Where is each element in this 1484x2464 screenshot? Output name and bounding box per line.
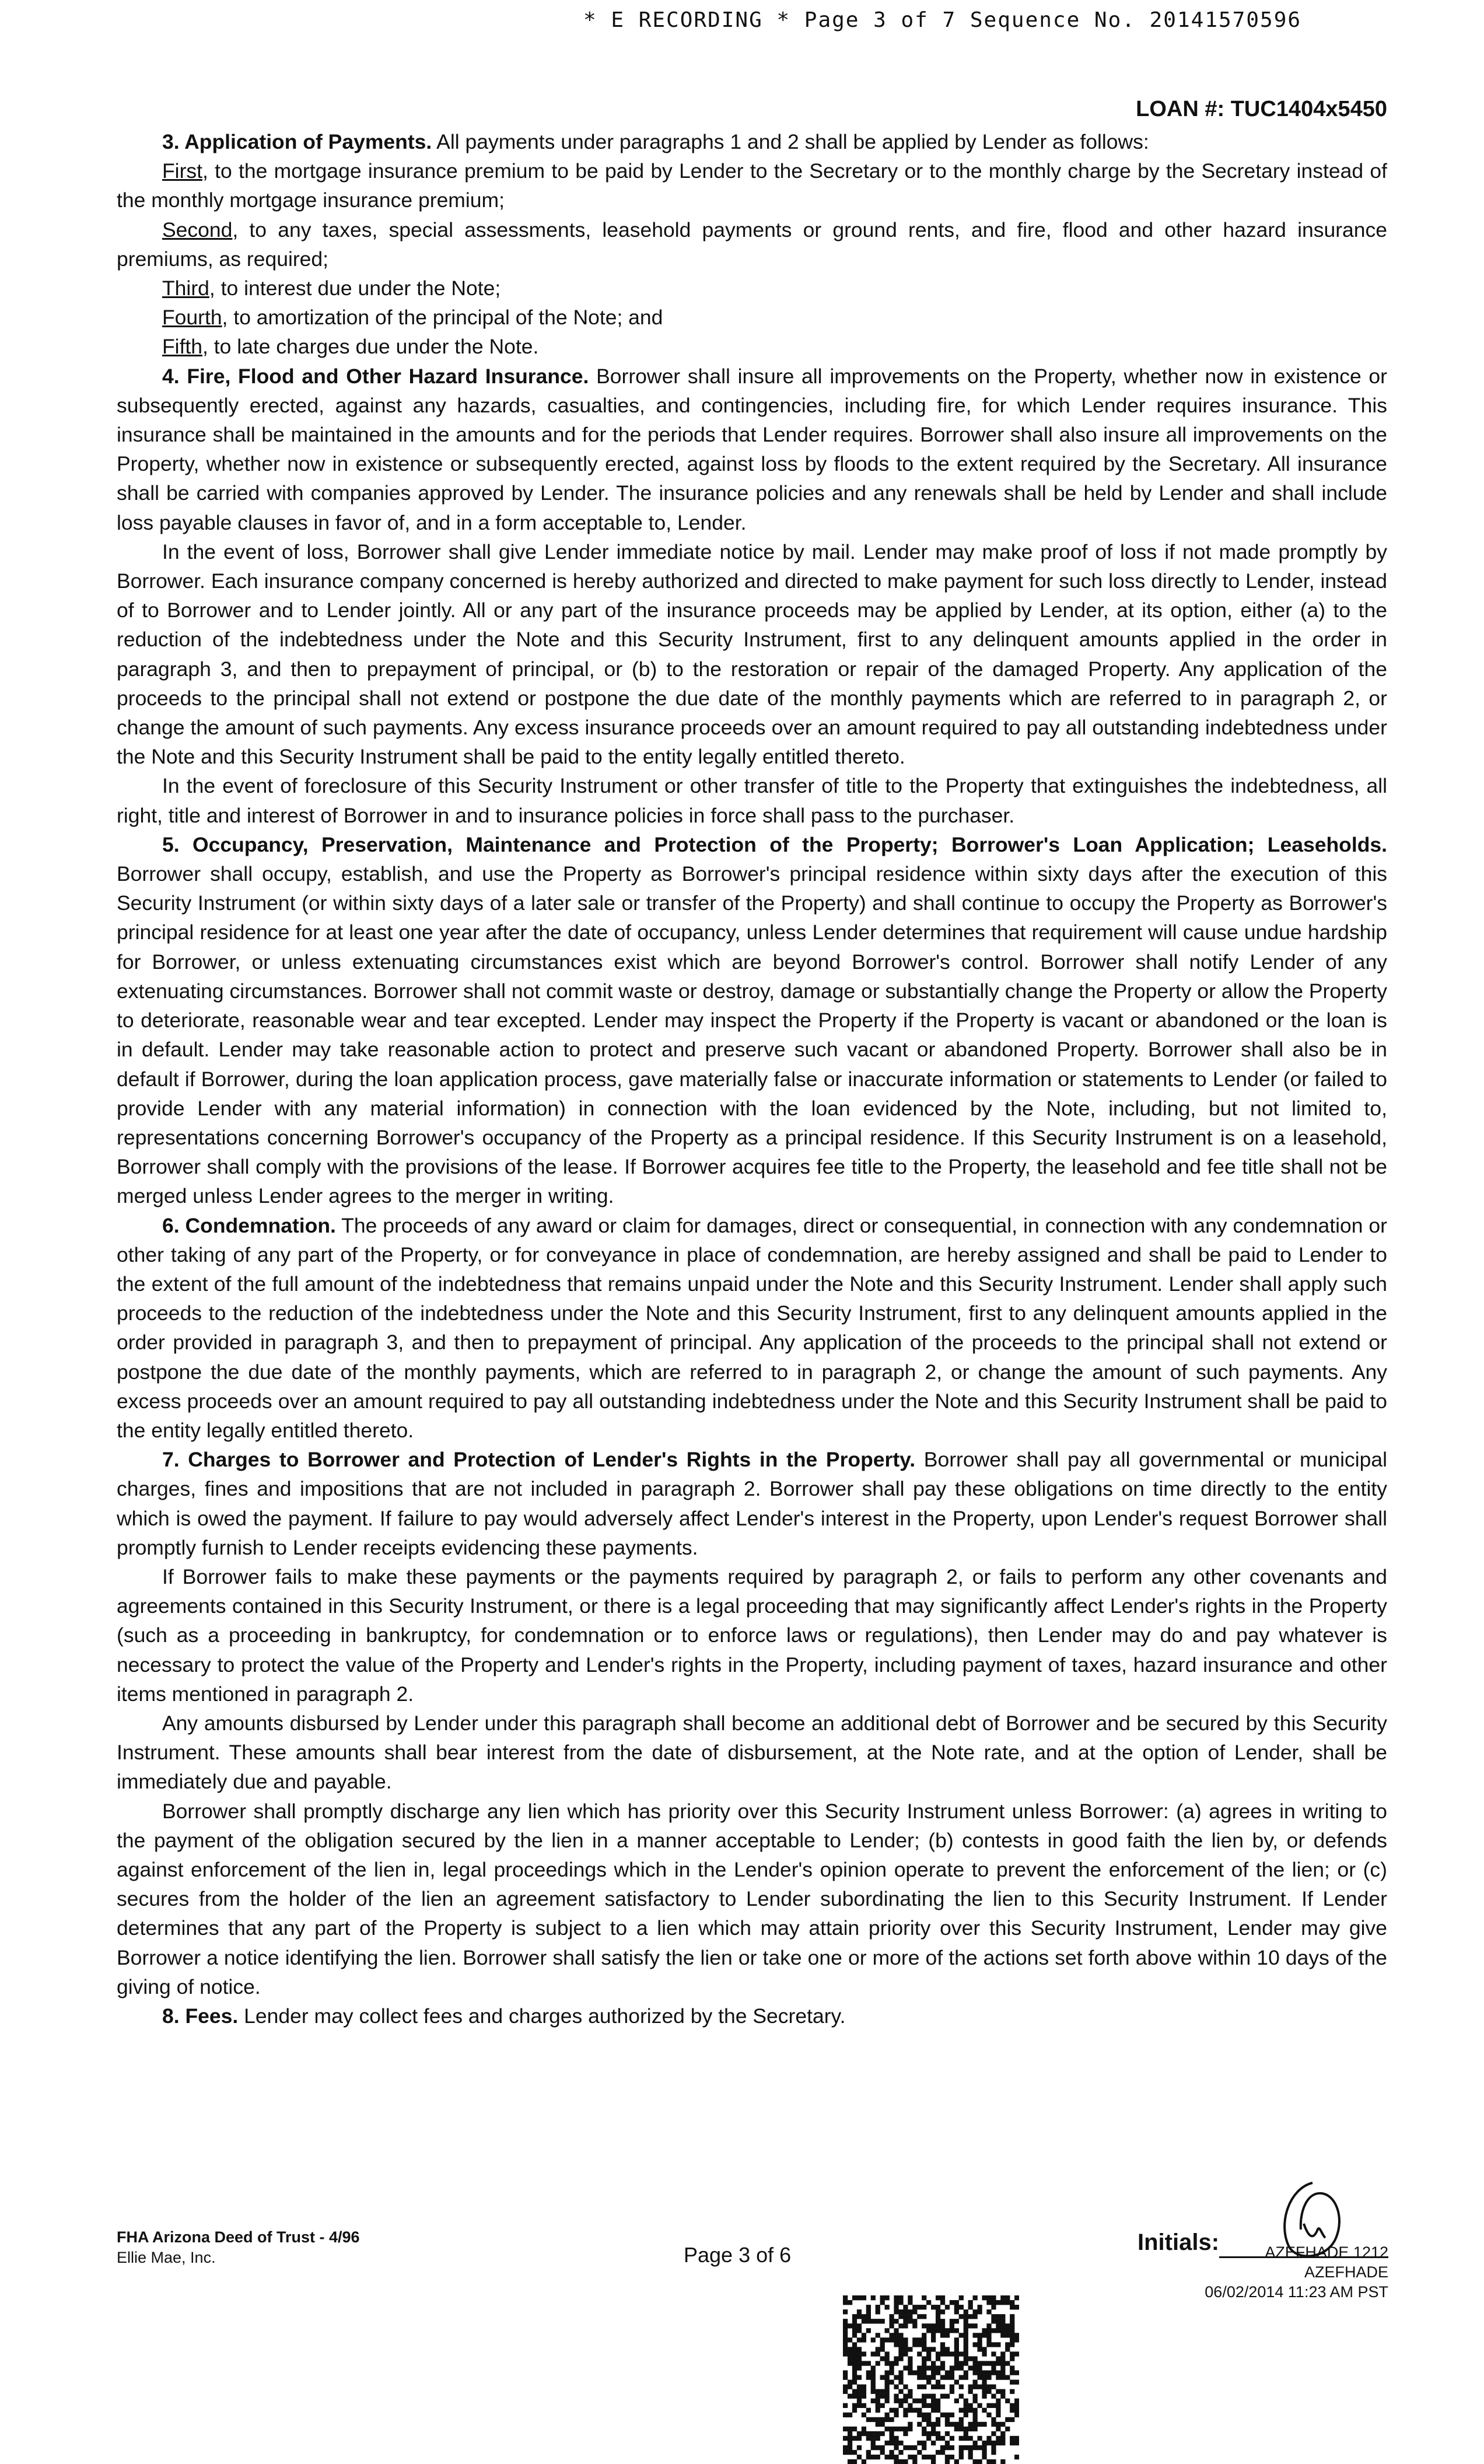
item-text-second: , to any taxes, special assessments, leasehold payments or ground rents, and fire, flood and other hazard insurance premiums, as required; [117,218,1387,271]
item-text-first: , to the mortgage insurance premium to be paid by Lender to the Secretary or to the monthly charge by the Secretary instead of the monthly mortgage insurance premium; [117,159,1387,212]
section-4-paragraph-3: In the event of foreclosure of this Security Instrument or other transfer of title to the Property that extinguishes the indebtedness, all right, title and interest of Borrower in and to insurance policies in force shall pass to the purchaser. [117,774,1387,827]
form-footer [117,2227,360,2268]
section-4-paragraph-1 [117,362,1387,537]
section-3-item-first [117,156,1387,215]
section-3-item-third [117,274,1387,303]
section-3-item-second [117,215,1387,274]
section-3-item-fourth [117,303,1387,332]
stamp-code: AZEFHADE 1212 [1265,2244,1388,2261]
section-8-title: 8. Fees. [162,2004,239,2028]
loan-number: LOAN #: TUC1404x5450 [1136,97,1387,121]
section-7-title: 7. Charges to Borrower and Protection of Lender's Rights in the Property. [162,1448,916,1472]
item-label-first: First [162,159,203,183]
item-label-fifth: Fifth [162,335,203,359]
section-8-paragraph-1 [117,2001,1387,2031]
item-label-fourth: Fourth [162,306,222,330]
recording-header: * E RECORDING * Page 3 of 7 Sequence No. 20141570596 [583,8,1302,32]
document-stamp [1205,2242,1388,2302]
vendor-name: Ellie Mae, Inc. [117,2249,216,2266]
barcode-2d [843,2295,1019,2464]
section-5-title: 5. Occupancy, Preservation, Maintenance and Protection of the Property; Borrower's Loan Application; Leaseholds. [162,832,1387,856]
section-3-item-fifth [117,332,1387,361]
section-8-text-1: Lender may collect fees and charges authorized by the Secretary. [238,2004,846,2028]
item-text-fourth: , to amortization of the principal of the Note; and [222,306,663,330]
section-6-title: 6. Condemnation. [162,1213,336,1237]
section-5-text-1: Borrower shall occupy, establish, and use the Property as Borrower's principal residence within sixty days after the execution of this Security Instrument (or within sixty days of a later sale or transfer of the Property) and shall continue to occupy the Property as Borrower's principal residence for at least one year after the date of occupancy, unless Lender determines that requirement will cause undue hardship for Borrower, or unless extenuating circumstances exist which are beyond Borrower's control. Borrower shall notify Lender of any extenuating circumstances. Borrower shall not commit waste or destroy, damage or substantially change the Property or allow the Property to deteriorate, reasonable wear and tear excepted. Lender may inspect the Property if the Property is vacant or abandoned or the loan is in default. Lender may take reasonable action to protect and preserve such vacant or abandoned Property. Borrower shall also be in default if Borrower, during the loan application process, gave materially false or inaccurate information or statements to Lender (or failed to provide Lender with any material information) in connection with the loan evidenced by the Note, including, but not limited to, representations concerning Borrower's occupancy of the Property as a principal residence. If this Security Instrument is on a leasehold, Borrower shall comply with the provisions of the lease. If Borrower acquires fee title to the Property, the leasehold and fee title shall not be merged unless Lender agrees to the merger in writing. [117,862,1387,1208]
item-label-second: Second [162,218,233,242]
item-text-third: , to interest due under the Note; [209,276,501,300]
section-7-paragraph-3: Any amounts disbursed by Lender under this paragraph shall become an additional debt of Borrower and be secured by this Security Instrument. These amounts shall bear interest from the date of disbursement, at the Note rate, and at the option of Lender, shall be immediately due and payable. [117,1711,1387,1794]
section-4-title: 4. Fire, Flood and Other Hazard Insurance. [162,364,589,388]
initials-block [1138,2177,1388,2323]
section-3-intro [117,127,1387,156]
form-title: FHA Arizona Deed of Trust - 4/96 [117,2228,360,2246]
section-4-paragraph-2: In the event of loss, Borrower shall give Lender immediate notice by mail. Lender may make proof of loss if not made promptly by Borrower. Each insurance company concerned is hereby authorized and directed to make payment for such loss directly to Lender, instead of to Borrower and to Lender jointly. All or any part of the insurance proceeds may be applied by Lender, at its option, either (a) to the reduction of the indebtedness under the Note and this Security Instrument, first to any delinquent amounts applied in the order in paragraph 3, and then to prepayment of principal, or (b) to the restoration or repair of the damaged Property. Any application of the proceeds to the principal shall not extend or postpone the due date of the monthly payments which are referred to in paragraph 2, or change the amount of such payments. Any excess insurance proceeds over an amount required to pay all outstanding indebtedness under the Note and this Security Instrument shall be paid to the entity legally entitled thereto. [117,540,1387,769]
stamp-timestamp: 06/02/2014 11:23 AM PST [1205,2283,1388,2301]
item-label-third: Third [162,276,209,300]
page-number: Page 3 of 6 [684,2243,792,2267]
section-4-text-1: Borrower shall insure all improvements on the Property, whether now in existence or subsequently erected, against any hazards, casualties, and contingencies, including fire, for which Lender requires insurance. This insurance shall be maintained in the amounts and for the periods that Lender requires. Borrower shall also insure all improvements on the Property, whether now in existence or subsequently erected, against loss by floods to the extent required by the Secretary. All insurance shall be carried with companies approved by Lender. The insurance policies and any renewals shall be held by Lender and shall include loss payable clauses in favor of, and in a form acceptable to, Lender. [117,364,1388,534]
section-7-paragraph-4: Borrower shall promptly discharge any lien which has priority over this Security Instrument unless Borrower: (a) agrees in writing to the payment of the obligation secured by the lien in a manner acceptable to Lender; (b) contests in good faith the lien by, or defends against enforcement of the lien in, legal proceedings which in the Lender's opinion operate to prevent the enforcement of the lien; or (c) secures from the holder of the lien an agreement satisfactory to Lender subordinating the lien to this Security Instrument. If Lender determines that any part of the Property is subject to a lien which may attain priority over this Security Instrument, Lender may give Borrower a notice identifying the lien. Borrower shall satisfy the lien or take one or more of the actions set forth above within 10 days of the giving of notice. [117,1799,1387,1999]
section-7-paragraph-2: If Borrower fails to make these payments or the payments required by paragraph 2, or fails to perform any other covenants and agreements contained in this Security Instrument, or there is a legal proceeding that may significantly affect Lender's rights in the Property (such as a proceeding in bankruptcy, for condemnation or to enforce laws or regulations), then Lender may do and pay whatever is necessary to protect the value of the Property and Lender's rights in the Property, including payment of taxes, hazard insurance and other items mentioned in paragraph 2. [117,1564,1387,1706]
section-3-text: All payments under paragraphs 1 and 2 shall be applied by Lender as follows: [432,130,1149,153]
initials-label: Initials: [1138,2230,1220,2255]
section-5-paragraph-1 [117,830,1387,1211]
section-6-paragraph-1 [117,1211,1387,1446]
section-6-text-1: The proceeds of any award or claim for damages, direct or consequential, in connection with any condemnation or other taking of any part of the Property, or for conveyance in place of condemnation, are hereby assigned and shall be paid to Lender to the extent of the full amount of the indebtedness that remains unpaid under the Note and this Security Instrument. Lender shall apply such proceeds to the reduction of the indebtedness under the Note and this Security Instrument, first to any delinquent amounts applied in the order provided in paragraph 3, and then to prepayment of principal. Any application of the proceeds to the principal shall not extend or postpone the due date of the monthly payments, which are referred to in paragraph 2, or change the amount of such payments. Any excess proceeds over an amount required to pay all outstanding indebtedness under the Note and this Security Instrument shall be paid to the entity legally entitled thereto. [117,1213,1387,1442]
section-7-text-1: Borrower shall pay all governmental or municipal charges, fines and impositions that are not included in paragraph 2. Borrower shall pay these obligations on time directly to the entity which is owed the payment. If failure to pay would adversely affect Lender's interest in the Property, upon Lender's request Borrower shall promptly furnish to Lender receipts evidencing these payments. [117,1448,1387,1559]
section-7-paragraph-1 [117,1445,1387,1562]
stamp-form: AZEFHADE [1304,2263,1388,2281]
item-text-fifth: , to late charges due under the Note. [202,335,539,359]
document-body [117,127,1387,2031]
section-3-title: 3. Application of Payments. [162,130,432,153]
